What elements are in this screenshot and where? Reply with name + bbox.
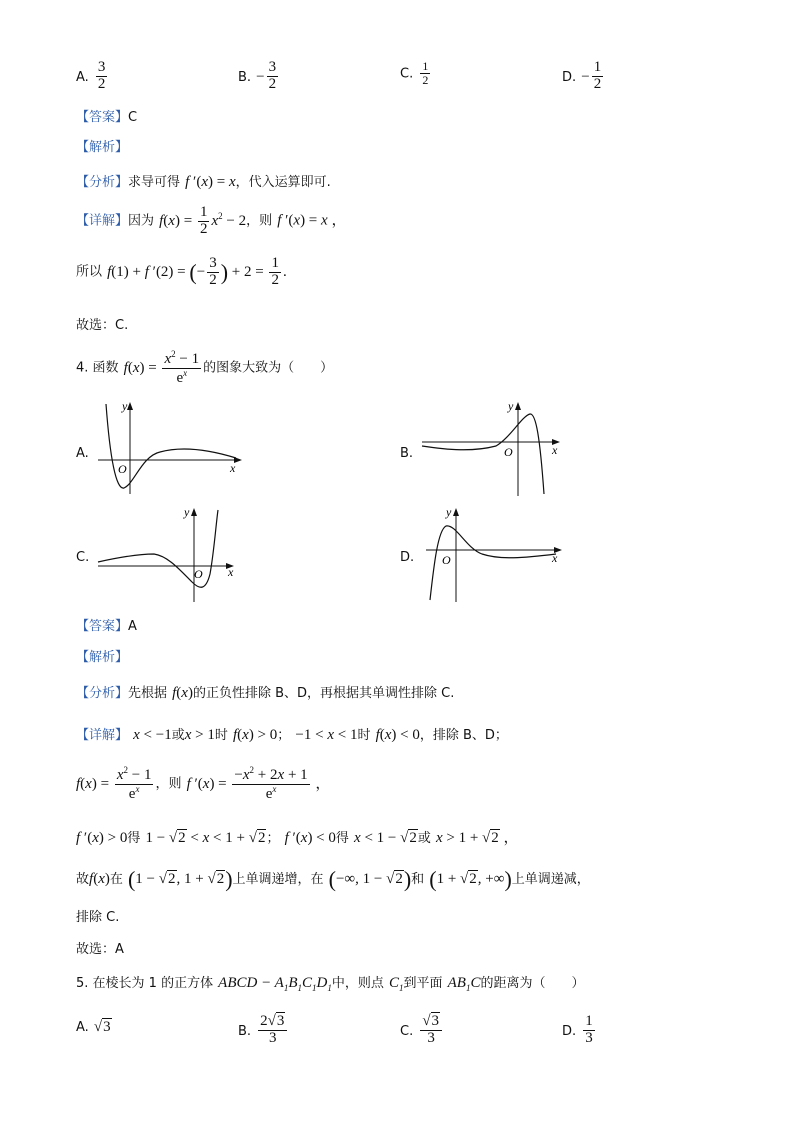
svg-text:O: O: [118, 462, 127, 476]
q4-fenxi: 【分析】先根据 f(x)的正负性排除 B、D，再根据其单调性排除 C.: [76, 685, 455, 701]
svg-text:y: y: [122, 399, 128, 413]
q4-sign-analysis: f ′(x) > 0得 1 − √2 < x < 1 + √2； f ′(x) < 0得 x < 1 − √2或 x > 1 + √2 ，: [76, 830, 519, 846]
svg-text:y: y: [184, 505, 190, 519]
graph-d: [424, 504, 574, 604]
svg-text:x: x: [230, 461, 236, 475]
q3-choose: 故选：C.: [76, 318, 129, 333]
svg-text:y: y: [446, 505, 452, 519]
q4-exclude: 排除 C.: [76, 910, 120, 925]
svg-text:O: O: [504, 445, 513, 459]
q3-option-a: A. $\frac{3}{2}$: [76, 59, 106, 92]
svg-text:x: x: [552, 551, 558, 565]
svg-text:O: O: [194, 567, 203, 581]
q4-choose: 故选：A: [76, 942, 124, 957]
fraction: $\frac{3}{2}$: [97, 59, 106, 92]
fraction: $\frac{1}{2}$: [422, 59, 429, 87]
q4-monotonic: 故f(x)在 (1 − √2, 1 + √2)上单调递增，在 (−∞, 1 − √2)和 (1 + √2, +∞)上单调递减，: [76, 866, 590, 892]
q5-option-a: A. √3: [76, 1019, 111, 1035]
q4-answer: 【答案】A: [76, 619, 137, 634]
svg-text:x: x: [228, 565, 234, 579]
q4-stem: 4. 函数 f(x) = $\frac{x^2 - 1}{e^x}$ 的图象大致为（ ）: [76, 349, 334, 386]
q3-detail: 【详解】因为 f(x) = $\frac{1}{2}$ $x^2 - 2$，则 f ′(x) = x ，: [76, 204, 347, 237]
graph-a: [90, 398, 250, 498]
q3-option-b: B. − $\frac{3}{2}$: [238, 59, 277, 92]
svg-text:y: y: [508, 399, 514, 413]
svg-text:O: O: [442, 553, 451, 567]
graph-d-label: D.: [400, 550, 415, 565]
q3-option-d: D. − $\frac{1}{2}$: [562, 59, 602, 92]
q5-option-b: B. $\frac{2√3}{3}$: [238, 1014, 289, 1047]
fraction: $\frac{1}{2}$: [593, 59, 602, 92]
q3-so: 所以 f(1) + f ′(2) = (− $\frac{3}{2}$ ) + 2 = $\frac{1}{2}$ .: [76, 255, 287, 288]
q5-option-d: D. $\frac{1}{3}$: [562, 1013, 593, 1046]
q3-option-c: C. $\frac{1}{2}$: [400, 59, 429, 87]
graph-b: [418, 398, 568, 498]
q5-stem: 5. 在棱长为 1 的正方体 ABCD − $A_1B_1C_1D_1$中，则点 $C_1$到平面 $AB_1C$的距离为（ ）: [76, 975, 585, 993]
fraction: $\frac{3}{2}$: [268, 59, 277, 92]
q3-answer: 【答案】C: [76, 110, 138, 125]
graph-c-label: C.: [76, 550, 90, 565]
graph-c: [96, 504, 246, 604]
q3-analysis-heading: 【解析】: [76, 140, 129, 155]
q5-option-c: C. $\frac{√3}{3}$: [400, 1014, 444, 1047]
q3-fenxi: 【分析】求导可得 f ′(x) = x，代入运算即可.: [76, 174, 331, 190]
q4-analysis-heading: 【解析】: [76, 650, 129, 665]
q4-detail: 【详解】 x < −1或x > 1时 f(x) > 0； −1 < x < 1时 f(x) < 0，排除 B、D；: [76, 727, 508, 743]
graph-a-label: A.: [76, 446, 89, 461]
svg-text:x: x: [552, 443, 558, 457]
graph-b-label: B.: [400, 446, 414, 461]
q4-derivative: f(x) = $\frac{x^2 - 1}{e^x}$ ，则 f ′(x) = $\frac{-x^2 + 2x + 1}{e^x}$ ，: [76, 765, 331, 802]
